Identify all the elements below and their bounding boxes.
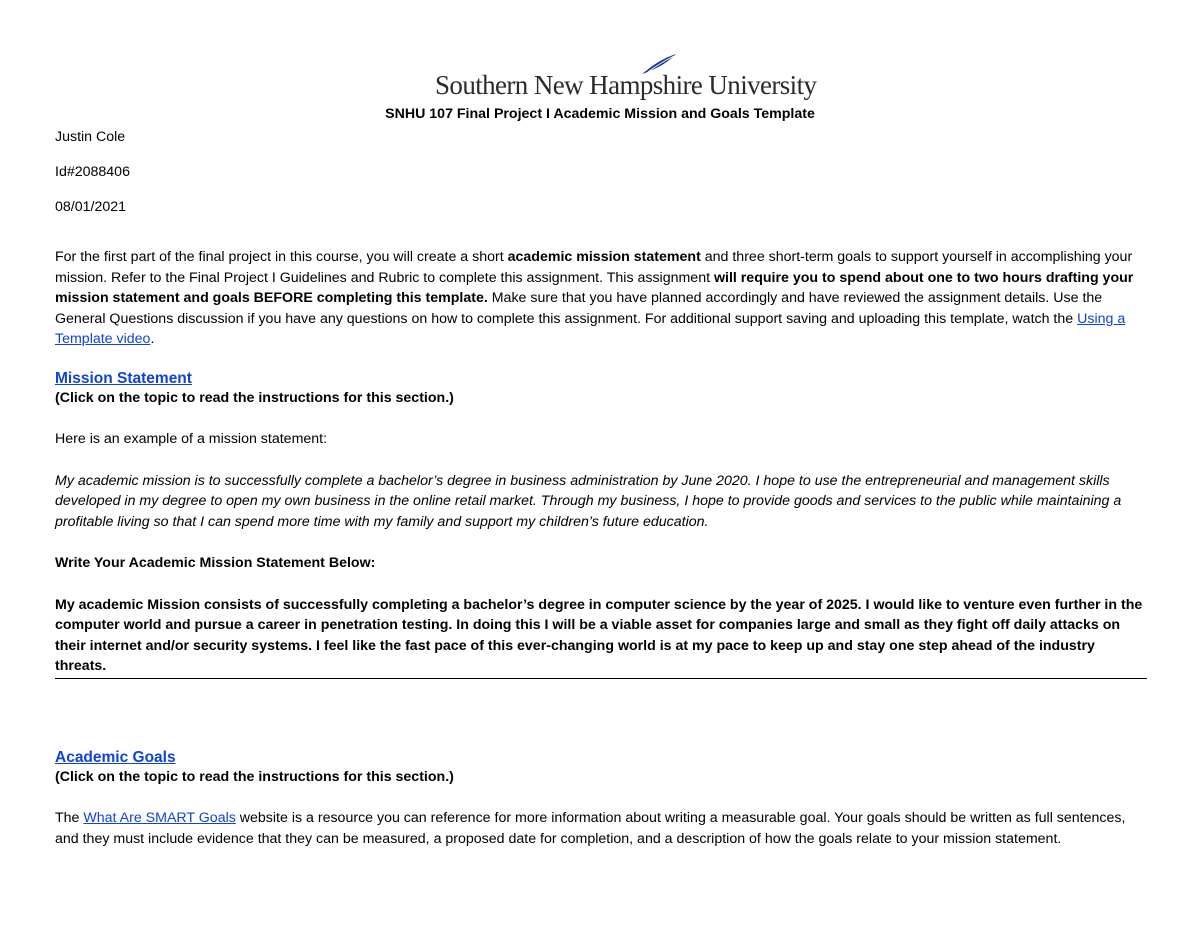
intro-paragraph: For the first part of the final project in this course, you will create a short academic mission statement and three short-term goals to support yourself in accomplishing your mission. Refer to the Final Project I Guidelines and Rubric to complete this assignment. This assignment will require you to spend about one to two hours drafting your mission statement and goals BEFORE completing this template. Make sure that you have planned accordingly and have reviewed the assignment details. Use the General Questions discussion if you have any questions on how to complete this assignment. For additional support saving and uploading this template, watch the Using a Template video. — [55, 249, 1134, 347]
snhu-logo — [435, 52, 817, 104]
mission-statement-heading[interactable]: Mission Statement — [55, 369, 192, 387]
student-id: Id#2088406 — [55, 164, 130, 180]
student-name: Justin Cole — [55, 129, 126, 145]
mission-example-label: Here is an example of a mission statement: — [55, 431, 328, 447]
mission-example: My academic mission is to successfully complete a bachelor’s degree in business administration by June 2020. I hope to use the entrepreneurial and management skills developed in my degree to open my own business in the online retail market. Through my business, I hope to provide goods and services to the public while maintaining a profitable living so that I can spend more time with my family and support my children’s future education. — [55, 472, 1122, 530]
document-title: SNHU 107 Final Project I Academic Mission and Goals Template — [385, 106, 815, 122]
goals-instructions-note: (Click on the topic to read the instructions for this section.) — [55, 768, 454, 785]
template-video-link[interactable]: Using a Template video — [55, 310, 1126, 347]
mission-instructions-note: (Click on the topic to read the instructions for this section.) — [55, 389, 454, 406]
mission-write-label: Write Your Academic Mission Statement Below: — [55, 555, 376, 571]
smart-goals-paragraph: The What Are SMART Goals website is a resource you can reference for more information about writing a measurable goal. Your goals should be written as full sentences, and they must include evidence that they can be measured, a proposed date for completion, and a description of how the goals relate to your mission statement. — [55, 810, 1126, 847]
smart-goals-link[interactable]: What Are SMART Goals — [83, 810, 236, 826]
logo-wordmark: Southern New Hampshire University — [435, 70, 817, 100]
document-body — [55, 128, 1147, 849]
mission-answer: My academic Mission consists of successfully completing a bachelor’s degree in computer science by the year of 2025. I would like to venture even further in the computer world and pursue a career in penetration testing. In doing this I will be a viable asset for companies large and small as they fight off daily attacks on their internet and/or security systems. I feel like the fast pace of this ever-changing world is at my pace to keep up and stay one step ahead of the industry threats. — [55, 596, 1143, 674]
submission-date: 08/01/2021 — [55, 199, 127, 215]
academic-goals-heading[interactable]: Academic Goals — [55, 748, 176, 766]
